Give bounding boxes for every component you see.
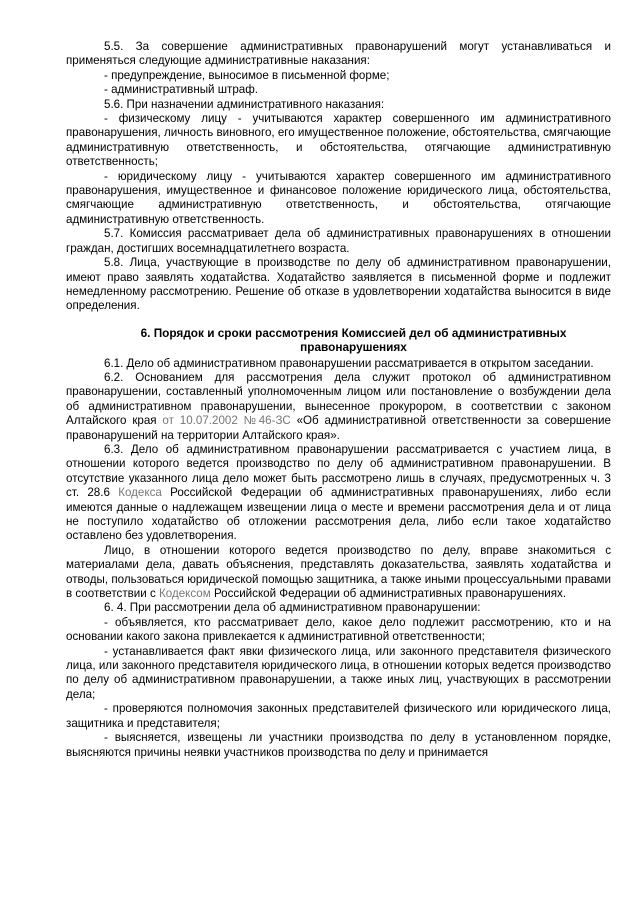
code-reference-link-2[interactable]: Кодексом [159,587,211,601]
paragraph-6-2-text-a: 6.2. Основанием для рассмотрения дела служит протокол об административном правонарушении, составленный уполномоченным лицом или постановление о возбуждении дела об административном правонарушении, вынесенное прокурором, в соответствии с законом Алтайского края [66,370,611,428]
paragraph-6-3-rights-text-a: Лицо, в отношении которого ведется производство по делу, вправе знакомиться с материалами дела, давать объяснения, представлять доказательства, заявлять ходатайства и отводы, пользоваться юридической помощью защитника, а также иными процессуальными правами в соответствии с [66,543,611,601]
paragraph-6-3-text-b: Российской Федерации об административных правонарушениях, либо если имеются данные о надлежащем извещении лица о месте и времени рассмотрения дела и от лица не поступило ходатайство об отложении рассмотрения дела, либо если такое ходатайство оставлено без удовлетворения. [66,486,611,543]
paragraph-6-2-text-b: «Об административной ответственности за совершение правонарушений на территории Алтайского края». [66,414,611,442]
section-6-heading-line2: правонарушениях [300,340,407,355]
paragraph-6-3-text-a: 6.3. Дело об административном правонарушении рассматривается с участием лица, в отношении которого ведется производство по делу об административном правонарушении. В отсутствие указанного лица дело может быть рассмотрено лишь в случаях, предусмотренных ч. 3 ст. 28.6 [66,442,611,500]
paragraph-5-6-legal-entity: - юридическому лицу - учитываются характер совершенного им административного правонарушения, имущественное и финансовое положение юридического лица, обстоятельства, смягчающие административную ответственность, и обстоятельства, отягчающие административную ответственность. [66,169,611,226]
section-6-heading [66,326,611,355]
list-item: - предупреждение, выносимое в письменной форме; [104,68,390,82]
paragraph-6-3 [66,443,611,544]
paragraph-5-7: 5.7. Комиссия рассматривает дела об административных правонарушениях в отношении граждан, достигших восемнадцатилетнего возраста. [66,227,611,255]
list-item: - проверяются полномочия законных представителей физического или юридического лица, защитника и представителя; [66,702,611,730]
paragraph-6-3-rights [66,544,611,602]
list-item: - объявляется, кто рассматривает дело, какое дело подлежит рассмотрению, кто и на основании какого закона привлекается к административной ответственности; [66,615,611,644]
section-6-heading-line1: 6. Порядок и сроки рассмотрения Комиссией дел об административных [140,325,567,340]
list-item: - выясняется, извещены ли участники производства по делу в установленном порядке, выясняются причины неявки участников производства по делу и принимается [66,731,611,759]
paragraph-6-4: 6. 4. При рассмотрении дела об административном правонарушении: [104,601,481,615]
document-page [66,40,611,760]
paragraph-6-3-rights-text-b: Российской Федерации об административных правонарушениях. [210,587,567,601]
paragraph-6-1: 6.1. Дело об административном правонарушении рассматривается в открытом заседании. [104,356,594,370]
list-item: - административный штраф. [104,83,259,97]
paragraph-5-8: 5.8. Лица, участвующие в производстве по делу об административном правонарушении, имеют право заявлять ходатайства. Ходатайство заявляется в письменной форме и подлежит немедленному рассмотрению. Решение об отказе в удовлетворении ходатайства выносится в виде определения. [66,256,611,313]
paragraph-5-6-individual: - физическому лицу - учитываются характер совершенного им административного правонарушения, личность виновного, его имущественное положение, обстоятельства, смягчающие административную ответственность, и обстоятельства, отягчающие административную ответственность; [66,112,611,169]
paragraph-6-2 [66,371,611,443]
list-item: - устанавливается факт явки физического лица, или законного представителя физического лица, или законного представителя юридического лица, в отношении которых ведется производство по делу об административном правонарушении, а также иных лиц, участвующих в рассмотрении дела; [66,644,611,701]
law-reference-link[interactable]: от 10.07.2002 №46-ЗС [162,414,291,428]
paragraph-5-5: 5.5. За совершение административных правонарушений могут устанавливаться и применяться следующие административные наказания: [66,40,611,68]
paragraph-5-6: 5.6. При назначении административного наказания: [104,97,385,111]
code-reference-link[interactable]: Кодекса [118,486,162,500]
